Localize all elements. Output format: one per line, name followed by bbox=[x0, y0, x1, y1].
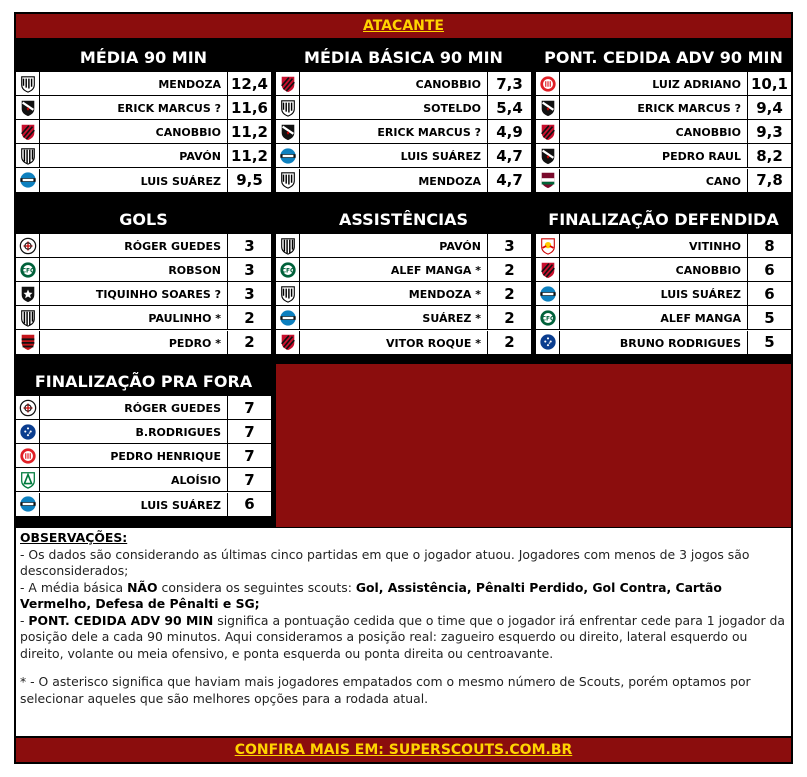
player-row bbox=[276, 282, 531, 306]
player-value: 11,2 bbox=[230, 146, 268, 165]
player-name: MENDOZA bbox=[300, 169, 488, 192]
player-row bbox=[16, 96, 271, 120]
player-row bbox=[536, 96, 791, 120]
player-row bbox=[276, 258, 531, 282]
player-value: 4,7 bbox=[496, 171, 523, 189]
player-value: 6 bbox=[764, 260, 775, 279]
player-name: ERICK MARCUS ? bbox=[40, 96, 228, 119]
player-row bbox=[276, 120, 531, 144]
player-name: LUIS SUÁREZ bbox=[40, 169, 228, 192]
panel-finalizacao-pra-fora bbox=[16, 364, 271, 516]
player-row bbox=[16, 120, 271, 144]
player-value: 11,2 bbox=[230, 122, 268, 141]
player-row bbox=[16, 72, 271, 96]
player-value: 7,3 bbox=[496, 74, 523, 93]
svg-text:CFC: CFC bbox=[541, 315, 554, 322]
cruzeiro-crest-icon bbox=[536, 331, 560, 354]
botafogo-crest-icon bbox=[16, 282, 40, 305]
player-row bbox=[276, 330, 531, 354]
position-title: ATACANTE bbox=[16, 14, 791, 38]
flamengo-crest-icon bbox=[16, 331, 40, 354]
note-text: - bbox=[20, 612, 29, 628]
note-text: considera os seguintes scouts: bbox=[157, 579, 356, 595]
gremio-crest-icon bbox=[276, 306, 300, 329]
fluminense-crest-icon bbox=[536, 169, 560, 192]
player-row bbox=[16, 468, 271, 492]
vasco-crest-icon bbox=[536, 96, 560, 119]
player-name: LUIZ ADRIANO bbox=[560, 72, 748, 95]
note-pont-cedida bbox=[20, 613, 785, 663]
player-name: VITOR ROQUE * bbox=[300, 331, 488, 354]
panel-finalizacao-defendida bbox=[536, 202, 791, 354]
player-name: PAULINHO * bbox=[40, 306, 228, 329]
player-value: 11,6 bbox=[230, 98, 268, 117]
player-name: PEDRO HENRIQUE bbox=[40, 444, 228, 467]
coritiba-crest-icon bbox=[536, 306, 560, 329]
player-row bbox=[536, 72, 791, 96]
player-row bbox=[16, 396, 271, 420]
panel-assistencias bbox=[276, 202, 531, 354]
coritiba-crest-icon bbox=[16, 258, 40, 281]
footer-link[interactable]: CONFIRA MAIS EM: SUPERSCOUTS.COM.BR bbox=[16, 738, 791, 762]
player-name: CANOBBIO bbox=[560, 120, 748, 143]
corinthians-crest-icon bbox=[16, 396, 40, 419]
player-value: 12,4 bbox=[230, 74, 268, 93]
player-name: PAVÓN bbox=[300, 234, 488, 257]
player-name: SOTELDO bbox=[300, 96, 488, 119]
player-value: 2 bbox=[244, 333, 255, 351]
player-row bbox=[276, 96, 531, 120]
filler-block bbox=[276, 364, 791, 527]
player-row bbox=[16, 330, 271, 354]
bragantino-crest-icon bbox=[536, 234, 560, 257]
player-name: PAVÓN bbox=[40, 144, 228, 167]
atletico-mg-crest-icon bbox=[16, 306, 40, 329]
player-value: 9,4 bbox=[756, 98, 783, 117]
player-value: 9,5 bbox=[236, 171, 263, 189]
player-name: CANOBBIO bbox=[40, 120, 228, 143]
player-value: 2 bbox=[504, 333, 515, 351]
internacional-crest-icon bbox=[536, 72, 560, 95]
athletico-crest-icon bbox=[276, 72, 300, 95]
panel-media-90 bbox=[16, 40, 271, 192]
player-value: 6 bbox=[764, 284, 775, 303]
player-value: 7 bbox=[244, 446, 255, 465]
player-row bbox=[16, 444, 271, 468]
player-row bbox=[16, 234, 271, 258]
player-value: 3 bbox=[244, 236, 255, 255]
player-value: 4,7 bbox=[496, 146, 523, 165]
player-row bbox=[536, 306, 791, 330]
player-row bbox=[536, 120, 791, 144]
player-row bbox=[276, 306, 531, 330]
player-value: 7,8 bbox=[756, 171, 783, 189]
observations bbox=[16, 528, 791, 736]
player-name: VITINHO bbox=[560, 234, 748, 257]
player-row bbox=[536, 234, 791, 258]
player-row bbox=[16, 420, 271, 444]
panel-title: FINALIZAÇÃO PRA FORA bbox=[16, 364, 271, 396]
player-value: 2 bbox=[244, 308, 255, 327]
player-row bbox=[16, 258, 271, 282]
player-row bbox=[276, 72, 531, 96]
player-name: ALOÍSIO bbox=[40, 468, 228, 491]
player-value: 7 bbox=[244, 470, 255, 489]
panel-pont-cedida-adv bbox=[536, 40, 791, 192]
player-value: 2 bbox=[504, 260, 515, 279]
player-row bbox=[276, 168, 531, 192]
panel-title: ASSISTÊNCIAS bbox=[276, 202, 531, 234]
note-data-period: - Os dados são considerando as últimas cinco partidas em que o jogador atuou. Jogadores com menos de 3 jogos são desconsiderados; bbox=[20, 546, 750, 578]
player-value: 10,1 bbox=[750, 74, 788, 93]
player-row bbox=[536, 330, 791, 354]
coritiba-crest-icon bbox=[276, 258, 300, 281]
player-name: CANOBBIO bbox=[300, 72, 488, 95]
panel-title: MÉDIA 90 MIN bbox=[16, 40, 271, 72]
player-row bbox=[536, 144, 791, 168]
player-row bbox=[16, 492, 271, 516]
player-row bbox=[536, 282, 791, 306]
player-value: 2 bbox=[504, 284, 515, 303]
player-name: RÓGER GUEDES bbox=[40, 234, 228, 257]
america-mg-crest-icon bbox=[16, 468, 40, 491]
player-name: LUIS SUÁREZ bbox=[300, 144, 488, 167]
player-name: RÓGER GUEDES bbox=[40, 396, 228, 419]
player-name: TIQUINHO SOARES ? bbox=[40, 282, 228, 305]
note-text: - A média básica bbox=[20, 579, 128, 595]
athletico-crest-icon bbox=[536, 120, 560, 143]
player-name: B.RODRIGUES bbox=[40, 420, 228, 443]
gremio-crest-icon bbox=[16, 493, 40, 516]
panel-title: PONT. CEDIDA ADV 90 MIN bbox=[536, 40, 791, 72]
player-name: SUÁREZ * bbox=[300, 306, 488, 329]
vasco-crest-icon bbox=[536, 144, 560, 167]
panel-title: MÉDIA BÁSICA 90 MIN bbox=[276, 40, 531, 72]
atletico-mg-crest-icon bbox=[16, 144, 40, 167]
athletico-crest-icon bbox=[536, 258, 560, 281]
note-emphasis: NÃO bbox=[127, 579, 158, 595]
player-name: ERICK MARCUS ? bbox=[560, 96, 748, 119]
player-value: 7 bbox=[244, 398, 255, 417]
player-row bbox=[16, 144, 271, 168]
santos-crest-icon bbox=[276, 169, 300, 192]
player-name: ERICK MARCUS ? bbox=[300, 120, 488, 143]
player-value: 5,4 bbox=[496, 98, 523, 117]
player-row bbox=[536, 258, 791, 282]
santos-crest-icon bbox=[16, 72, 40, 95]
gremio-crest-icon bbox=[536, 282, 560, 305]
panel-gols bbox=[16, 202, 271, 354]
player-name: LUIS SUÁREZ bbox=[560, 282, 748, 305]
player-value: 9,3 bbox=[756, 122, 783, 141]
player-name: ROBSON bbox=[40, 258, 228, 281]
atletico-mg-crest-icon bbox=[276, 234, 300, 257]
player-value: 5 bbox=[764, 308, 775, 327]
vasco-crest-icon bbox=[16, 96, 40, 119]
vasco-crest-icon bbox=[276, 120, 300, 143]
player-value: 3 bbox=[244, 260, 255, 279]
player-name: PEDRO RAUL bbox=[560, 144, 748, 167]
player-name: ALEF MANGA * bbox=[300, 258, 488, 281]
note-emphasis: PONT. CEDIDA ADV 90 MIN bbox=[28, 612, 214, 628]
note-media-basica bbox=[20, 580, 785, 613]
player-row bbox=[536, 168, 791, 192]
player-name: BRUNO RODRIGUES bbox=[560, 331, 748, 354]
gremio-crest-icon bbox=[16, 169, 40, 192]
player-value: 4,9 bbox=[496, 122, 523, 141]
note-text: significa a pontuação cedida que o time que o jogador irá enfrentar cede para 1 jogador da posição dele a cada 90 minutos. Aqui consideramos a posição real: zagueiro esquerdo ou direito, lateral esquerdo ou direito, volante ou meia ofensivo, e ponta esquerda ou ponta direita ou centroavante. bbox=[20, 612, 786, 661]
scouts-sheet bbox=[14, 12, 793, 764]
player-row bbox=[16, 306, 271, 330]
panel-media-basica-90 bbox=[276, 40, 531, 192]
player-value: 5 bbox=[764, 333, 775, 351]
player-row bbox=[276, 144, 531, 168]
panel-title: FINALIZAÇÃO DEFENDIDA bbox=[536, 202, 791, 234]
player-value: 3 bbox=[504, 236, 515, 255]
player-value: 6 bbox=[244, 495, 255, 513]
svg-text:CFC: CFC bbox=[21, 267, 34, 274]
player-value: 7 bbox=[244, 422, 255, 441]
player-name: LUIS SUÁREZ bbox=[40, 493, 228, 516]
svg-text:CFC: CFC bbox=[281, 267, 294, 274]
player-name: MENDOZA bbox=[40, 72, 228, 95]
player-row bbox=[16, 168, 271, 192]
note-asterisk: * - O asterisco significa que haviam mais jogadores empatados com o mesmo número de Scouts, porém optamos por selecionar aqueles que são melhores opções para a rodada atual. bbox=[20, 674, 751, 706]
player-row bbox=[16, 282, 271, 306]
athletico-crest-icon bbox=[16, 120, 40, 143]
santos-crest-icon bbox=[276, 96, 300, 119]
player-name: CANOBBIO bbox=[560, 258, 748, 281]
player-name: ALEF MANGA bbox=[560, 306, 748, 329]
player-name: PEDRO * bbox=[40, 331, 228, 354]
cruzeiro-crest-icon bbox=[16, 420, 40, 443]
observations-heading: OBSERVAÇÕES: bbox=[20, 530, 128, 545]
internacional-crest-icon bbox=[16, 444, 40, 467]
player-value: 3 bbox=[244, 284, 255, 303]
panel-title: GOLS bbox=[16, 202, 271, 234]
player-row bbox=[276, 234, 531, 258]
corinthians-crest-icon bbox=[16, 234, 40, 257]
player-value: 2 bbox=[504, 308, 515, 327]
santos-crest-icon bbox=[276, 282, 300, 305]
gremio-crest-icon bbox=[276, 144, 300, 167]
note-emphasis: Gol, Assistência, Pênalti Perdido, Gol Contra, Cartão Vermelho, Defesa de Pênalti e SG; bbox=[20, 579, 722, 611]
player-name: MENDOZA * bbox=[300, 282, 488, 305]
athletico-crest-icon bbox=[276, 331, 300, 354]
player-value: 8,2 bbox=[756, 146, 783, 165]
player-value: 8 bbox=[764, 236, 775, 255]
player-name: CANO bbox=[560, 169, 748, 192]
